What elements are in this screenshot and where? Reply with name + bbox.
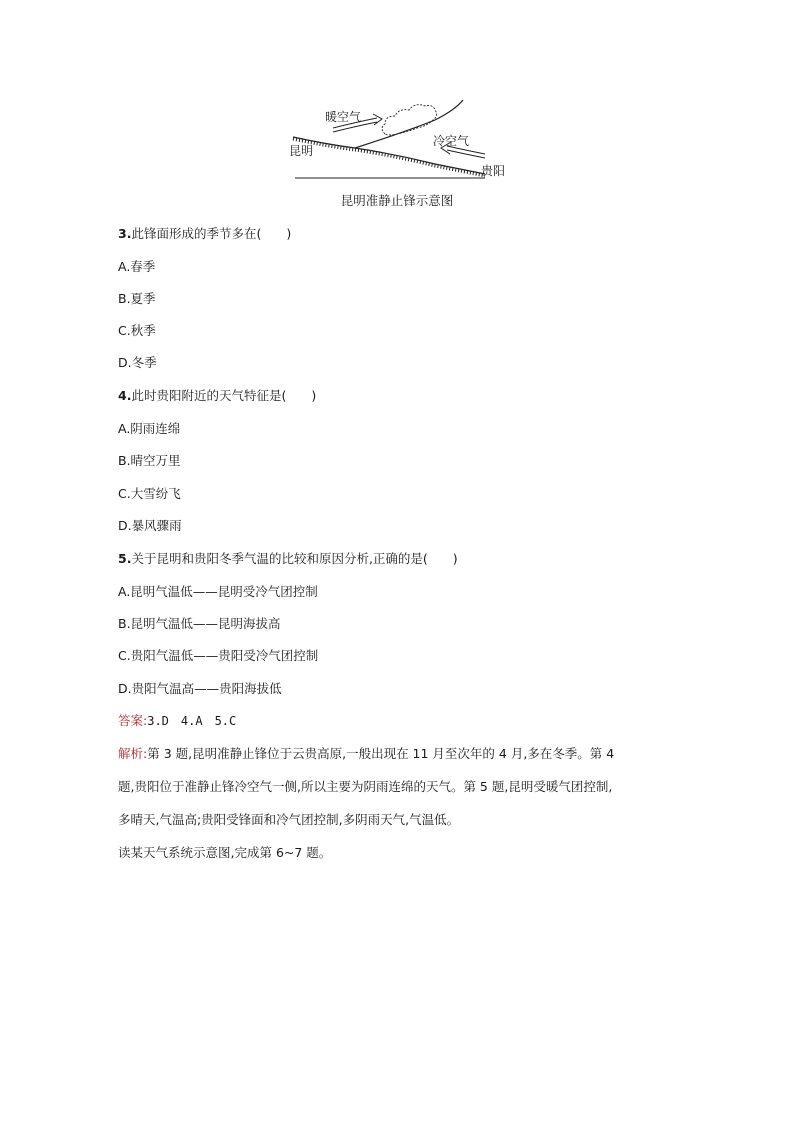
guiyang-label: 贵阳 (481, 164, 506, 178)
cold-air-arrow-line2 (447, 150, 485, 158)
figure-caption: 昆明准静止锋示意图 (340, 193, 454, 208)
q4-option-d: D.暴风骤雨 (118, 518, 182, 533)
warm-air-arrowhead (373, 114, 382, 125)
analysis-line-3: 多晴天,气温高;贵阳受锋面和冷气团控制,多阴雨天气,气温低。 (118, 812, 460, 827)
analysis-line-2: 题,贵阳位于准静止锋冷空气一侧,所以主要为阴雨连绵的天气。第 5 题,昆明受暖气团控制, (118, 779, 613, 794)
warm-air-label: 暖空气 (325, 110, 362, 124)
q5-option-d: D.贵阳气温高——贵阳海拔低 (118, 681, 282, 696)
analysis-text-1: 第 3 题,昆明准静止锋位于云贵高原,一般出现在 11 月至次年的 4 月,多在冬季。第 4 (147, 746, 615, 761)
q5-text: 关于昆明和贵阳冬季气温的比较和原因分析,正确的是( ) (131, 551, 458, 566)
q5-stem (118, 551, 458, 567)
q5-option-a: A.昆明气温低——昆明受冷气团控制 (118, 584, 318, 599)
q4-option-b: B.晴空万里 (118, 453, 181, 468)
q4-stem (118, 388, 316, 404)
q3-number: 3. (118, 226, 132, 241)
q3-option-d: D.冬季 (118, 355, 157, 370)
answer-line (118, 713, 236, 729)
q3-option-c: C.秋季 (118, 323, 156, 338)
q5-option-b: B.昆明气温低——昆明海拔高 (118, 616, 281, 631)
analysis-label: 解析: (118, 746, 148, 761)
q5-option-c: C.贵阳气温低——贵阳受冷气团控制 (118, 648, 319, 663)
answer-label: 答案: (118, 713, 148, 728)
front-diagram (285, 92, 515, 187)
q3-option-b: B.夏季 (118, 291, 156, 306)
answer-value: 3.D 4.A 5.C (147, 714, 237, 728)
cold-air-label: 冷空气 (433, 134, 470, 148)
q4-option-a: A.阴雨连绵 (118, 421, 181, 436)
q5-number: 5. (118, 551, 132, 566)
q4-text: 此时贵阳附近的天气特征是( ) (131, 388, 317, 403)
q4-number: 4. (118, 388, 132, 403)
analysis-line-1 (118, 746, 614, 762)
next-question-prompt: 读某天气系统示意图,完成第 6~7 题。 (118, 845, 332, 860)
q3-option-a: A.春季 (118, 259, 156, 274)
kunming-label: 昆明 (289, 144, 314, 158)
q3-text: 此锋面形成的季节多在( ) (131, 226, 292, 241)
q3-stem (118, 226, 291, 242)
cloud-shape (382, 105, 437, 135)
q4-option-c: C.大雪纷飞 (118, 486, 181, 501)
